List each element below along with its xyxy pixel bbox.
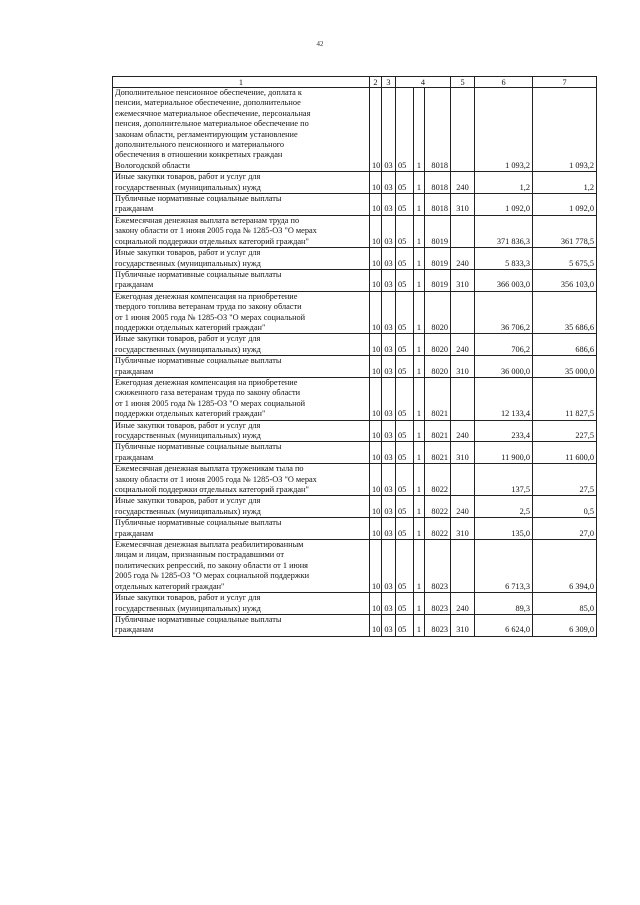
row-program: 05 [396, 593, 414, 615]
row-direction: 8023 [425, 593, 451, 615]
row-name: Иные закупки товаров, работ и услуг для государственных (муниципальных) нужд [113, 496, 370, 518]
row-subsection: 03 [382, 496, 396, 518]
row-name: Публичные нормативные социальные выплаты гражданам [113, 356, 370, 378]
row-direction: 8019 [425, 248, 451, 270]
row-program: 05 [396, 269, 414, 291]
row-subprogram: 1 [414, 420, 425, 442]
col-header-6: 6 [475, 77, 533, 88]
row-program: 05 [396, 496, 414, 518]
row-subprogram: 1 [414, 269, 425, 291]
row-direction: 8020 [425, 334, 451, 356]
row-expense-type: 240 [451, 593, 475, 615]
row-subprogram: 1 [414, 518, 425, 540]
row-expense-type: 240 [451, 334, 475, 356]
row-name: Иные закупки товаров, работ и услуг для государственных (муниципальных) нужд [113, 334, 370, 356]
row-program: 05 [396, 334, 414, 356]
row-program: 05 [396, 291, 414, 334]
row-expense-type [451, 540, 475, 593]
col-header-5: 5 [451, 77, 475, 88]
row-expense-type: 310 [451, 194, 475, 216]
row-amount-col6: 135,0 [475, 518, 533, 540]
row-name: Иные закупки товаров, работ и услуг для государственных (муниципальных) нужд [113, 248, 370, 270]
table-row [113, 540, 597, 593]
row-direction: 8019 [425, 269, 451, 291]
row-subprogram: 1 [414, 88, 425, 172]
row-direction: 8022 [425, 464, 451, 496]
row-expense-type: 310 [451, 356, 475, 378]
row-subprogram: 1 [414, 334, 425, 356]
row-amount-col6: 366 003,0 [475, 269, 533, 291]
row-direction: 8018 [425, 172, 451, 194]
table-row [113, 194, 597, 216]
row-subsection: 03 [382, 593, 396, 615]
row-expense-type [451, 88, 475, 172]
table-row [113, 464, 597, 496]
row-subprogram: 1 [414, 291, 425, 334]
table-row [113, 614, 597, 636]
row-direction: 8023 [425, 614, 451, 636]
col-header-2: 2 [370, 77, 382, 88]
row-subprogram: 1 [414, 172, 425, 194]
row-expense-type [451, 215, 475, 247]
row-direction: 8023 [425, 540, 451, 593]
table-row [113, 442, 597, 464]
row-amount-col6: 5 833,3 [475, 248, 533, 270]
row-section: 10 [370, 593, 382, 615]
row-name: Ежемесячная денежная выплата труженикам тыла по закону области от 1 июня 2005 года № 1285-ОЗ "О мерах социальной поддержки отдельных категорий граждан" [113, 464, 370, 496]
row-direction: 8020 [425, 291, 451, 334]
table-row [113, 172, 597, 194]
row-section: 10 [370, 269, 382, 291]
row-section: 10 [370, 356, 382, 378]
row-section: 10 [370, 540, 382, 593]
row-subprogram: 1 [414, 496, 425, 518]
row-subsection: 03 [382, 356, 396, 378]
row-name: Публичные нормативные социальные выплаты гражданам [113, 614, 370, 636]
row-name: Ежегодная денежная компенсация на приобретение сжиженного газа ветеранам труда по закону области от 1 июня 2005 года № 1285-ОЗ "О мерах социальной поддержки отдельных категорий граждан" [113, 377, 370, 420]
row-subsection: 03 [382, 614, 396, 636]
row-amount-col7: 35 686,6 [533, 291, 597, 334]
row-amount-col7: 27,5 [533, 464, 597, 496]
row-expense-type [451, 464, 475, 496]
row-subprogram: 1 [414, 215, 425, 247]
table-row [113, 496, 597, 518]
row-subsection: 03 [382, 442, 396, 464]
col-header-4: 4 [396, 77, 451, 88]
row-subsection: 03 [382, 248, 396, 270]
table-row [113, 518, 597, 540]
row-subprogram: 1 [414, 442, 425, 464]
row-amount-col6: 1,2 [475, 172, 533, 194]
row-direction: 8021 [425, 442, 451, 464]
row-section: 10 [370, 88, 382, 172]
row-section: 10 [370, 420, 382, 442]
row-amount-col7: 1 093,2 [533, 88, 597, 172]
row-name: Публичные нормативные социальные выплаты гражданам [113, 269, 370, 291]
table-row [113, 334, 597, 356]
row-subprogram: 1 [414, 593, 425, 615]
row-amount-col6: 6 624,0 [475, 614, 533, 636]
row-name: Ежемесячная денежная выплата реабилитированным лицам и лицам, признанным пострадавшими от политических репрессий, по закону области от 1 июня 2005 года № 1285-ОЗ "О мерах социальной поддержки отдельных категорий граждан" [113, 540, 370, 593]
row-expense-type: 240 [451, 420, 475, 442]
row-amount-col7: 11 600,0 [533, 442, 597, 464]
row-subsection: 03 [382, 334, 396, 356]
row-amount-col6: 12 133,4 [475, 377, 533, 420]
row-subsection: 03 [382, 215, 396, 247]
row-section: 10 [370, 496, 382, 518]
row-subsection: 03 [382, 377, 396, 420]
row-section: 10 [370, 464, 382, 496]
row-direction: 8022 [425, 496, 451, 518]
row-amount-col7: 27,0 [533, 518, 597, 540]
row-subprogram: 1 [414, 194, 425, 216]
row-subsection: 03 [382, 194, 396, 216]
budget-table [112, 76, 597, 637]
row-amount-col7: 227,5 [533, 420, 597, 442]
row-subsection: 03 [382, 464, 396, 496]
row-section: 10 [370, 291, 382, 334]
table-header-row [113, 77, 597, 88]
table-row [113, 420, 597, 442]
row-amount-col6: 11 900,0 [475, 442, 533, 464]
row-name: Ежегодная денежная компенсация на приобретение твердого топлива ветеранам труда по закону области от 1 июня 2005 года № 1285-ОЗ "О мерах социальной поддержки отдельных категорий граждан" [113, 291, 370, 334]
table-row [113, 215, 597, 247]
row-section: 10 [370, 248, 382, 270]
row-direction: 8021 [425, 420, 451, 442]
row-direction: 8022 [425, 518, 451, 540]
row-program: 05 [396, 356, 414, 378]
row-program: 05 [396, 540, 414, 593]
row-name: Иные закупки товаров, работ и услуг для государственных (муниципальных) нужд [113, 593, 370, 615]
row-section: 10 [370, 334, 382, 356]
row-expense-type [451, 377, 475, 420]
row-expense-type: 240 [451, 248, 475, 270]
table-body [113, 88, 597, 637]
row-expense-type: 310 [451, 518, 475, 540]
row-amount-col6: 137,5 [475, 464, 533, 496]
row-amount-col6: 233,4 [475, 420, 533, 442]
row-subsection: 03 [382, 172, 396, 194]
row-name: Иные закупки товаров, работ и услуг для государственных (муниципальных) нужд [113, 172, 370, 194]
table-row [113, 593, 597, 615]
table-row [113, 356, 597, 378]
row-name: Публичные нормативные социальные выплаты гражданам [113, 518, 370, 540]
row-expense-type: 310 [451, 442, 475, 464]
row-section: 10 [370, 377, 382, 420]
row-direction: 8021 [425, 377, 451, 420]
row-subsection: 03 [382, 540, 396, 593]
row-amount-col6: 1 092,0 [475, 194, 533, 216]
row-program: 05 [396, 172, 414, 194]
row-amount-col7: 361 778,5 [533, 215, 597, 247]
table-row [113, 88, 597, 172]
page-number: 42 [316, 40, 324, 48]
row-subprogram: 1 [414, 540, 425, 593]
row-subsection: 03 [382, 420, 396, 442]
row-subprogram: 1 [414, 464, 425, 496]
table-row [113, 269, 597, 291]
row-section: 10 [370, 518, 382, 540]
row-amount-col6: 371 836,3 [475, 215, 533, 247]
row-program: 05 [396, 464, 414, 496]
row-direction: 8018 [425, 88, 451, 172]
row-amount-col7: 35 000,0 [533, 356, 597, 378]
row-amount-col7: 85,0 [533, 593, 597, 615]
row-amount-col7: 1 092,0 [533, 194, 597, 216]
row-subprogram: 1 [414, 356, 425, 378]
row-subsection: 03 [382, 291, 396, 334]
table-row [113, 248, 597, 270]
row-section: 10 [370, 442, 382, 464]
row-expense-type: 310 [451, 269, 475, 291]
row-expense-type: 310 [451, 614, 475, 636]
row-amount-col6: 1 093,2 [475, 88, 533, 172]
row-amount-col7: 686,6 [533, 334, 597, 356]
row-expense-type: 240 [451, 496, 475, 518]
row-amount-col7: 5 675,5 [533, 248, 597, 270]
row-section: 10 [370, 215, 382, 247]
table-row [113, 377, 597, 420]
table-row [113, 291, 597, 334]
row-amount-col6: 36 000,0 [475, 356, 533, 378]
row-program: 05 [396, 442, 414, 464]
row-subprogram: 1 [414, 614, 425, 636]
row-program: 05 [396, 377, 414, 420]
row-program: 05 [396, 215, 414, 247]
row-name: Иные закупки товаров, работ и услуг для государственных (муниципальных) нужд [113, 420, 370, 442]
row-program: 05 [396, 194, 414, 216]
row-subsection: 03 [382, 518, 396, 540]
row-direction: 8018 [425, 194, 451, 216]
row-amount-col6: 706,2 [475, 334, 533, 356]
row-name: Публичные нормативные социальные выплаты гражданам [113, 194, 370, 216]
row-subprogram: 1 [414, 377, 425, 420]
row-section: 10 [370, 614, 382, 636]
row-amount-col7: 11 827,5 [533, 377, 597, 420]
row-program: 05 [396, 614, 414, 636]
row-program: 05 [396, 248, 414, 270]
row-section: 10 [370, 194, 382, 216]
row-direction: 8019 [425, 215, 451, 247]
row-subsection: 03 [382, 88, 396, 172]
row-expense-type: 240 [451, 172, 475, 194]
row-amount-col7: 356 103,0 [533, 269, 597, 291]
row-program: 05 [396, 88, 414, 172]
row-subprogram: 1 [414, 248, 425, 270]
row-amount-col6: 89,3 [475, 593, 533, 615]
col-header-7: 7 [533, 77, 597, 88]
row-amount-col7: 6 309,0 [533, 614, 597, 636]
row-direction: 8020 [425, 356, 451, 378]
col-header-1: 1 [113, 77, 370, 88]
row-section: 10 [370, 172, 382, 194]
row-program: 05 [396, 518, 414, 540]
row-subsection: 03 [382, 269, 396, 291]
row-amount-col7: 1,2 [533, 172, 597, 194]
col-header-3: 3 [382, 77, 396, 88]
row-program: 05 [396, 420, 414, 442]
row-amount-col6: 2,5 [475, 496, 533, 518]
row-amount-col7: 0,5 [533, 496, 597, 518]
row-amount-col7: 6 394,0 [533, 540, 597, 593]
row-expense-type [451, 291, 475, 334]
row-name: Ежемесячная денежная выплата ветеранам труда по закону области от 1 июня 2005 года № 1285-ОЗ "О мерах социальной поддержки отдельных категорий граждан" [113, 215, 370, 247]
row-amount-col6: 6 713,3 [475, 540, 533, 593]
row-name: Публичные нормативные социальные выплаты гражданам [113, 442, 370, 464]
row-name: Дополнительное пенсионное обеспечение, доплата к пенсии, материальное обеспечение, дополнительное ежемесячное материальное обеспечение, персональная пенсия, дополнительное материальное обеспечение по законам области, регламентирующим установление дополнительного пенсионного и материального обеспечения в отношении конкретных граждан Вологодской области [113, 88, 370, 172]
row-amount-col6: 36 706,2 [475, 291, 533, 334]
